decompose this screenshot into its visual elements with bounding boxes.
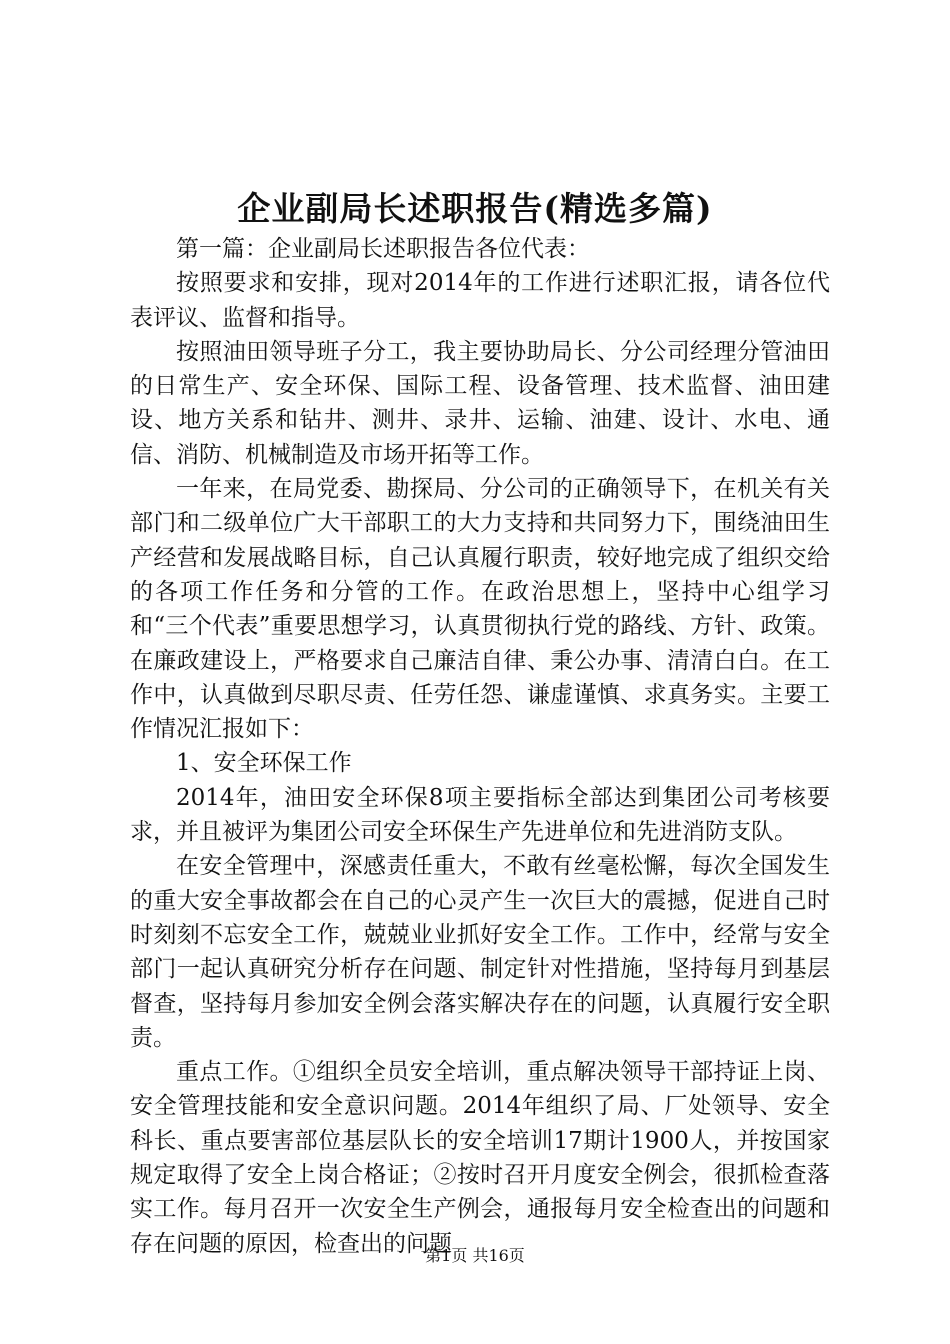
paragraph: 第一篇：企业副局长述职报告各位代表： [176, 236, 590, 262]
paragraph: 一年来，在局党委、勘探局、分公司的正确领导下，在机关有关部门和二级单位广大干部职工的大力支持和共同努力下，围绕油田生产经营和发展战略目标，自己认真履行职责，较好地完成了组织交给的各项工作任务和分管的工作。在政治思想上，坚持中心组学习和“三个代表”重要思想学习，认真贯彻执行党的路线、方针、政策。在廉政建设上，严格要求自己廉洁自律、秉公办事、清清白白。在工作中，认真做到尽职尽责、任劳任怨、谦虚谨慎、求真务实。主要工作情况汇报如下： [130, 476, 830, 743]
paragraph: 在安全管理中，深感责任重大，不敢有丝毫松懈，每次全国发生的重大安全事故都会在自己的心灵产生一次巨大的震撼，促进自己时时刻刻不忘安全工作，兢兢业业抓好安全工作。工作中，经常与安全部门一起认真研究分析存在问题、制定针对性措施，坚持每月到基层督查，坚持每月参加安全例会落实解决存在的问题，认真履行安全职责。 [130, 853, 830, 1051]
document-body [130, 232, 830, 1261]
page-footer: 第1页 共16页 [425, 1246, 525, 1265]
paragraph: 2014年，油田安全环保8项主要指标全部达到集团公司考核要求，并且被评为集团公司安全环保生产先进单位和先进消防支队。 [130, 784, 830, 846]
paragraph: 按照要求和安排，现对2014年的工作进行述职汇报，请各位代表评议、监督和指导。 [130, 270, 830, 331]
section-heading: 1、安全环保工作 [176, 750, 352, 777]
document-title: 企业副局长述职报告(精选多篇) [237, 189, 713, 228]
paragraph: 重点工作。①组织全员安全培训，重点解决领导干部持证上岗、安全管理技能和安全意识问题。2014年组织了局、厂处领导、安全科长、重点要害部位基层队长的安全培训17期计1900人，并按国家规定取得了安全上岗合格证；②按时召开月度安全例会，很抓检查落实工作。每月召开一次安全生产例会，通报每月安全检查出的问题和存在问题的原因，检查出的问题 [130, 1059, 830, 1257]
paragraph: 按照油田领导班子分工，我主要协助局长、分公司经理分管油田的日常生产、安全环保、国际工程、设备管理、技术监督、油田建设、地方关系和钻井、测井、录井、运输、油建、设计、水电、通信、消防、机械制造及市场开拓等工作。 [130, 338, 830, 468]
